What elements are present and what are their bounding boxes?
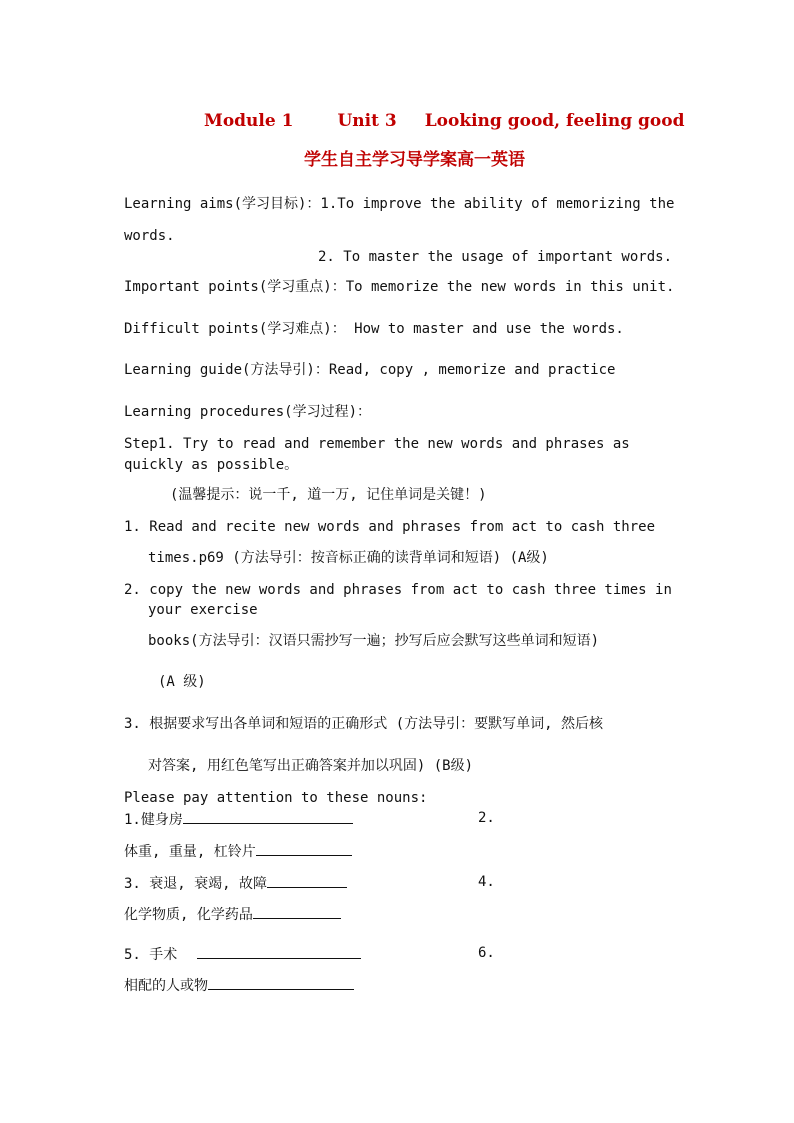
- noun-q2: [124, 841, 352, 861]
- noun-q5: [124, 944, 361, 964]
- item2-line-2: your exercise: [148, 602, 258, 618]
- noun-q4-label: 化学物质, 化学药品: [124, 907, 253, 923]
- answer-blank-3[interactable]: [267, 873, 347, 888]
- noun-q4: [124, 904, 341, 924]
- noun-q1: [124, 809, 353, 829]
- difficult-points: Difficult points(学习难点)： How to master and use the words.: [124, 321, 624, 337]
- answer-blank-5[interactable]: [197, 944, 361, 959]
- step1-line-1: Step1. Try to read and remember the new words and phrases as: [124, 436, 630, 452]
- noun-q3-label: 3. 衰退, 衰竭, 故障: [124, 876, 268, 892]
- noun-q6: [124, 975, 354, 995]
- title-topic: Looking good, feeling good: [424, 111, 685, 131]
- page-title: [204, 112, 685, 130]
- item1-line-2: times.p69 (方法导引：按音标正确的读背单词和短语) (A级): [148, 550, 549, 566]
- step1-tip: (温馨提示：说一千, 道一万, 记住单词是关键！): [170, 487, 487, 503]
- aims-line-1: Learning aims(学习目标)：1.To improve the ability of memorizing the: [124, 196, 675, 212]
- item2-level: (A 级): [158, 674, 206, 690]
- title-module: Module 1: [204, 111, 294, 131]
- title-unit: Unit 3: [337, 111, 397, 131]
- noun-q3: [124, 873, 347, 893]
- aims-line-2: 2. To master the usage of important words.: [318, 249, 673, 265]
- item3-line-2: 对答案, 用红色笔写出正确答案并加以巩固) (B级): [148, 758, 473, 774]
- step1-line-2: quickly as possible。: [124, 457, 299, 473]
- noun-q1-label: 1.健身房: [124, 812, 183, 828]
- page-subtitle: 学生自主学习导学案高一英语: [304, 150, 525, 170]
- aims-line-1-cont: words.: [124, 228, 175, 244]
- item2-line-3: books(方法导引：汉语只需抄写一遍；抄写后应会默写这些单词和短语): [148, 633, 599, 649]
- item2-line-1: 2. copy the new words and phrases from act to cash three times in: [124, 582, 672, 598]
- learning-procedures: Learning procedures(学习过程)：: [124, 404, 372, 420]
- answer-blank-4[interactable]: [253, 904, 341, 919]
- answer-blank-2[interactable]: [256, 841, 352, 856]
- noun-q6-num: 6.: [478, 945, 495, 961]
- answer-blank-6[interactable]: [208, 975, 354, 990]
- noun-q5-label: 5. 手术: [124, 947, 178, 963]
- noun-q4-num: 4.: [478, 874, 495, 890]
- answer-blank-1[interactable]: [183, 809, 353, 824]
- item3-line-1: 3. 根据要求写出各单词和短语的正确形式 (方法导引：要默写单词, 然后核: [124, 716, 603, 732]
- nouns-heading: Please pay attention to these nouns:: [124, 790, 428, 806]
- item1-line-1: 1. Read and recite new words and phrases from act to cash three: [124, 519, 656, 535]
- learning-guide: Learning guide(方法导引)：Read, copy , memorize and practice: [124, 362, 616, 378]
- noun-q2-num: 2.: [478, 810, 495, 826]
- noun-q6-label: 相配的人或物: [124, 978, 208, 994]
- noun-q2-label: 体重, 重量, 杠铃片: [124, 844, 256, 860]
- important-points: Important points(学习重点)：To memorize the new words in this unit.: [124, 279, 675, 295]
